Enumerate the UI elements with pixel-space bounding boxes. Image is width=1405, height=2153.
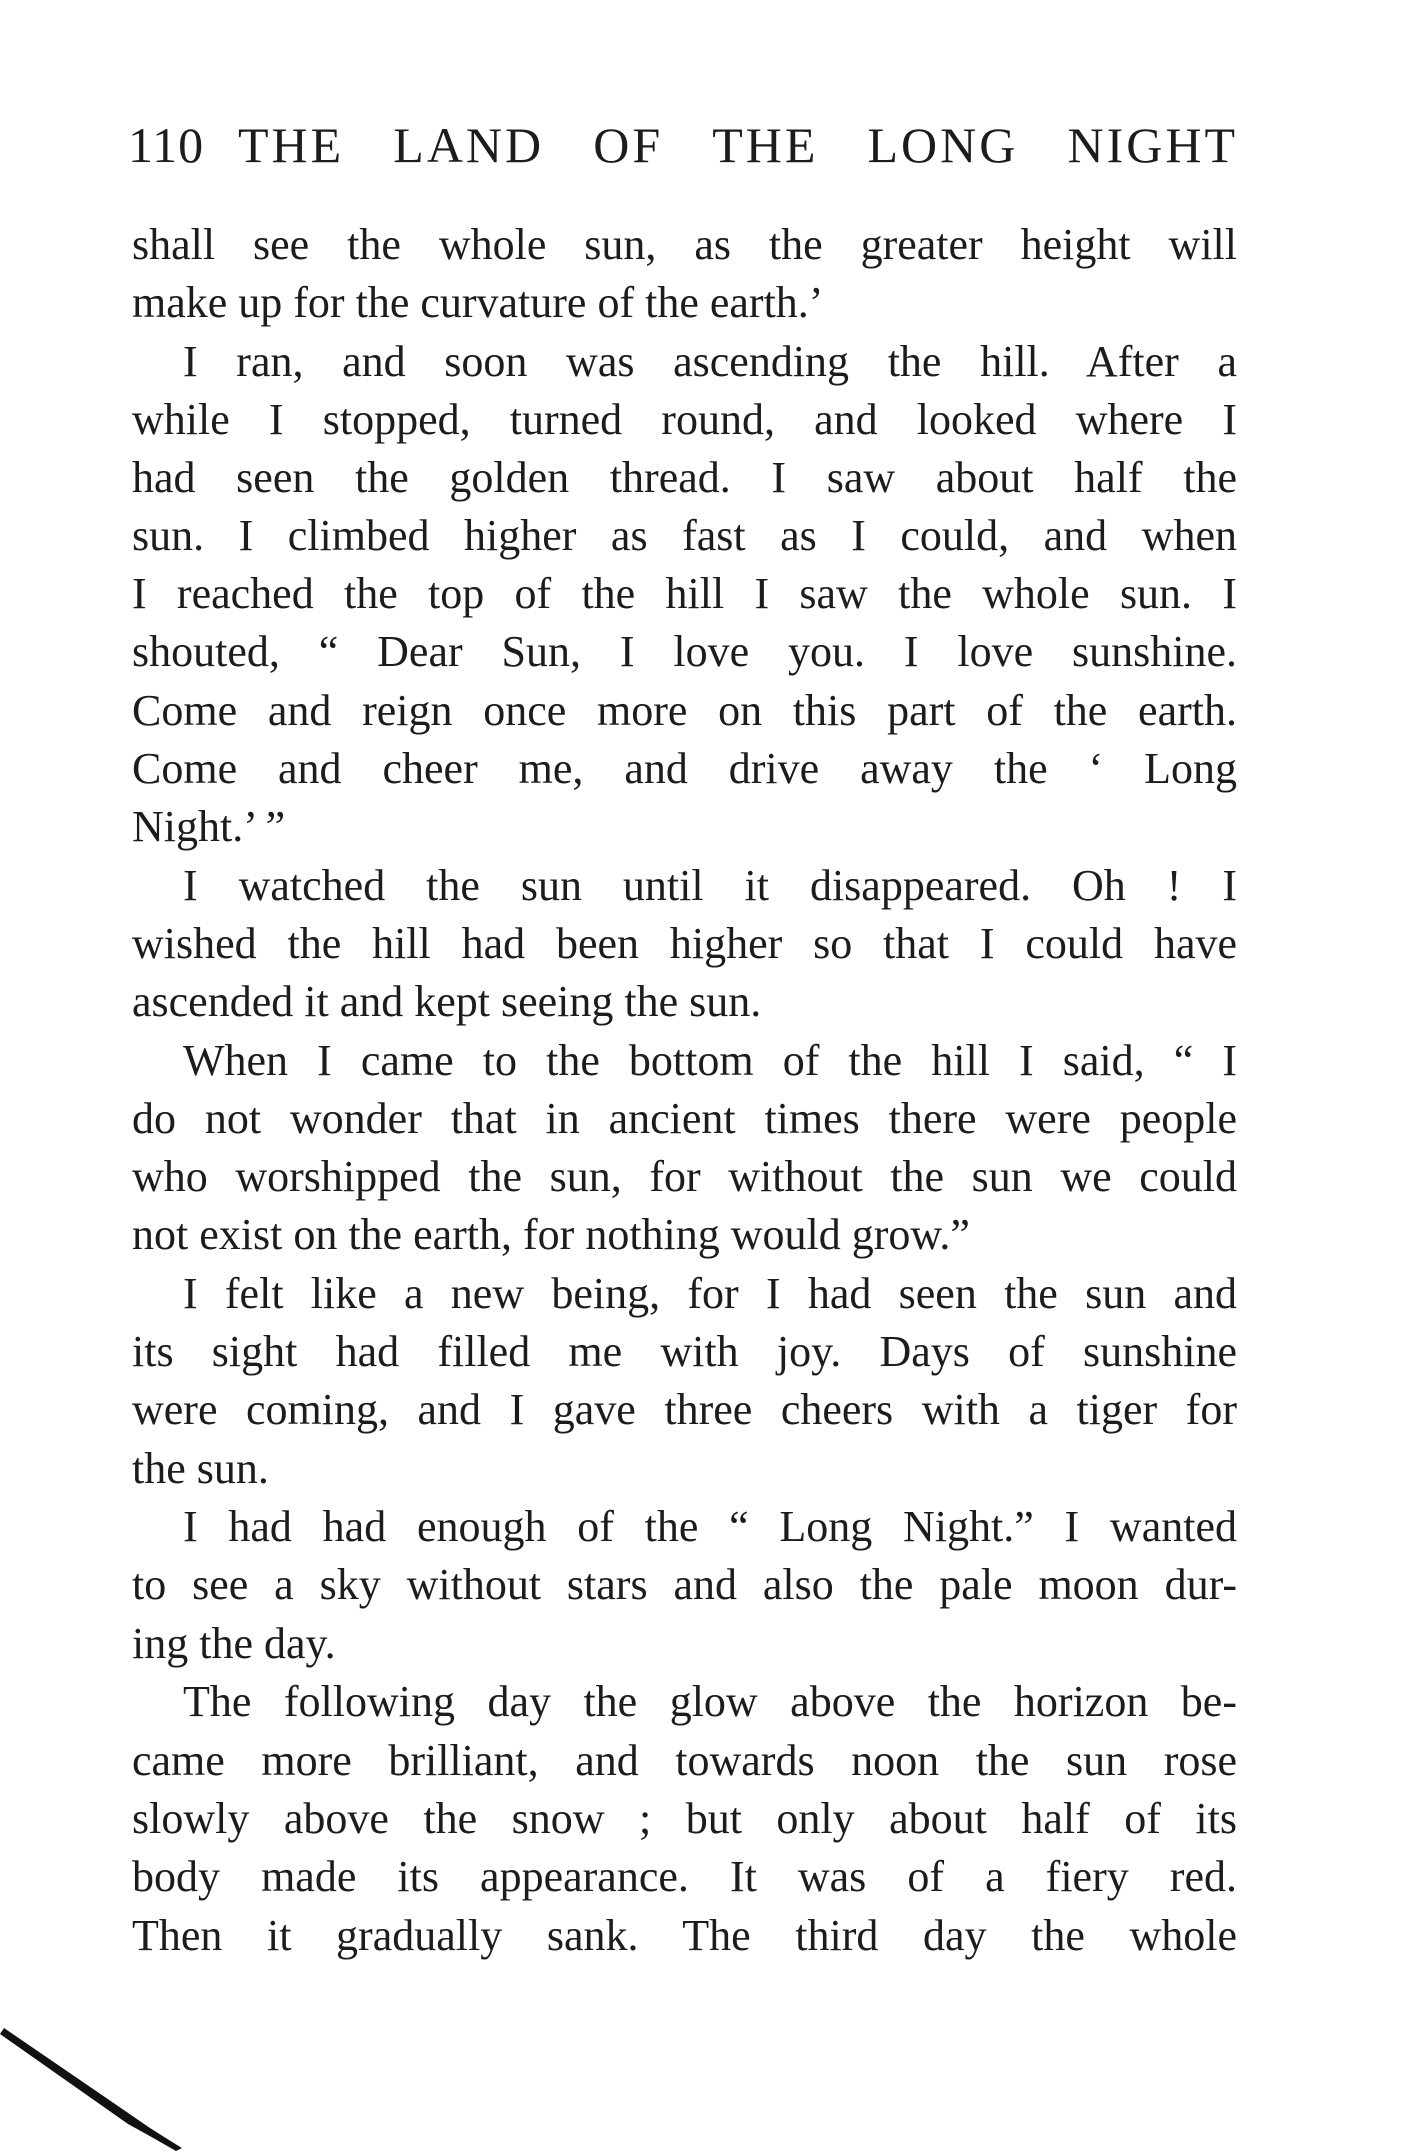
running-title-word: THE — [712, 117, 819, 173]
text-line: wished the hill had been higher so that I could have — [132, 919, 1237, 968]
text-line: Come and cheer me, and drive away the ‘ Long — [132, 744, 1237, 793]
text-line: I watched the sun until it disappeared. Oh ! I — [183, 861, 1237, 910]
text-line: shall see the whole sun, as the greater height will — [132, 220, 1237, 269]
text-line: Then it gradually sank. The third day the whole — [132, 1911, 1237, 1960]
text-line: had seen the golden thread. I saw about half the — [132, 453, 1237, 502]
page-number: 110 — [128, 117, 205, 173]
text-line: I had had enough of the “ Long Night.” I wanted — [183, 1502, 1237, 1551]
text-line: ing the day. — [132, 1619, 336, 1668]
text-line: while I stopped, turned round, and looked where I — [132, 395, 1237, 444]
running-title-word: LONG — [867, 117, 1019, 173]
text-line: I felt like a new being, for I had seen the sun and — [183, 1269, 1237, 1318]
running-title-word: OF — [593, 117, 664, 173]
text-line: I reached the top of the hill I saw the whole sun. I — [132, 569, 1237, 618]
text-line: do not wonder that in ancient times there were people — [132, 1094, 1237, 1143]
text-line: Come and reign once more on this part of the earth. — [132, 686, 1237, 735]
text-line: I ran, and soon was ascending the hill. After a — [183, 337, 1237, 386]
text-line: slowly above the snow ; but only about half of its — [132, 1794, 1237, 1843]
running-head — [128, 116, 1238, 186]
running-title-word: LAND — [393, 117, 545, 173]
text-line: make up for the curvature of the earth.’ — [132, 278, 824, 327]
text-line: the sun. — [132, 1444, 269, 1493]
text-line: its sight had filled me with joy. Days of sunshine — [132, 1327, 1237, 1376]
text-line: Night.’ ” — [132, 802, 286, 851]
text-line: sun. I climbed higher as fast as I could, and when — [132, 511, 1237, 560]
text-line: to see a sky without stars and also the pale moon dur- — [132, 1560, 1237, 1609]
text-line: When I came to the bottom of the hill I said, “ I — [183, 1036, 1237, 1085]
text-line: were coming, and I gave three cheers with a tiger for — [132, 1385, 1237, 1434]
text-line: The following day the glow above the horizon be- — [183, 1677, 1237, 1726]
text-line: came more brilliant, and towards noon the sun rose — [132, 1736, 1237, 1785]
text-line: shouted, “ Dear Sun, I love you. I love sunshine. — [132, 627, 1237, 676]
text-line: not exist on the earth, for nothing would grow.” — [132, 1210, 970, 1259]
pen-stroke-mark — [0, 2020, 200, 2153]
text-line: ascended it and kept seeing the sun. — [132, 977, 762, 1026]
running-title — [238, 116, 1238, 174]
text-line: who worshipped the sun, for without the sun we could — [132, 1152, 1237, 1201]
text-line: body made its appearance. It was of a fiery red. — [132, 1852, 1237, 1901]
running-title-word: THE — [238, 117, 345, 173]
running-title-word: NIGHT — [1067, 117, 1238, 173]
